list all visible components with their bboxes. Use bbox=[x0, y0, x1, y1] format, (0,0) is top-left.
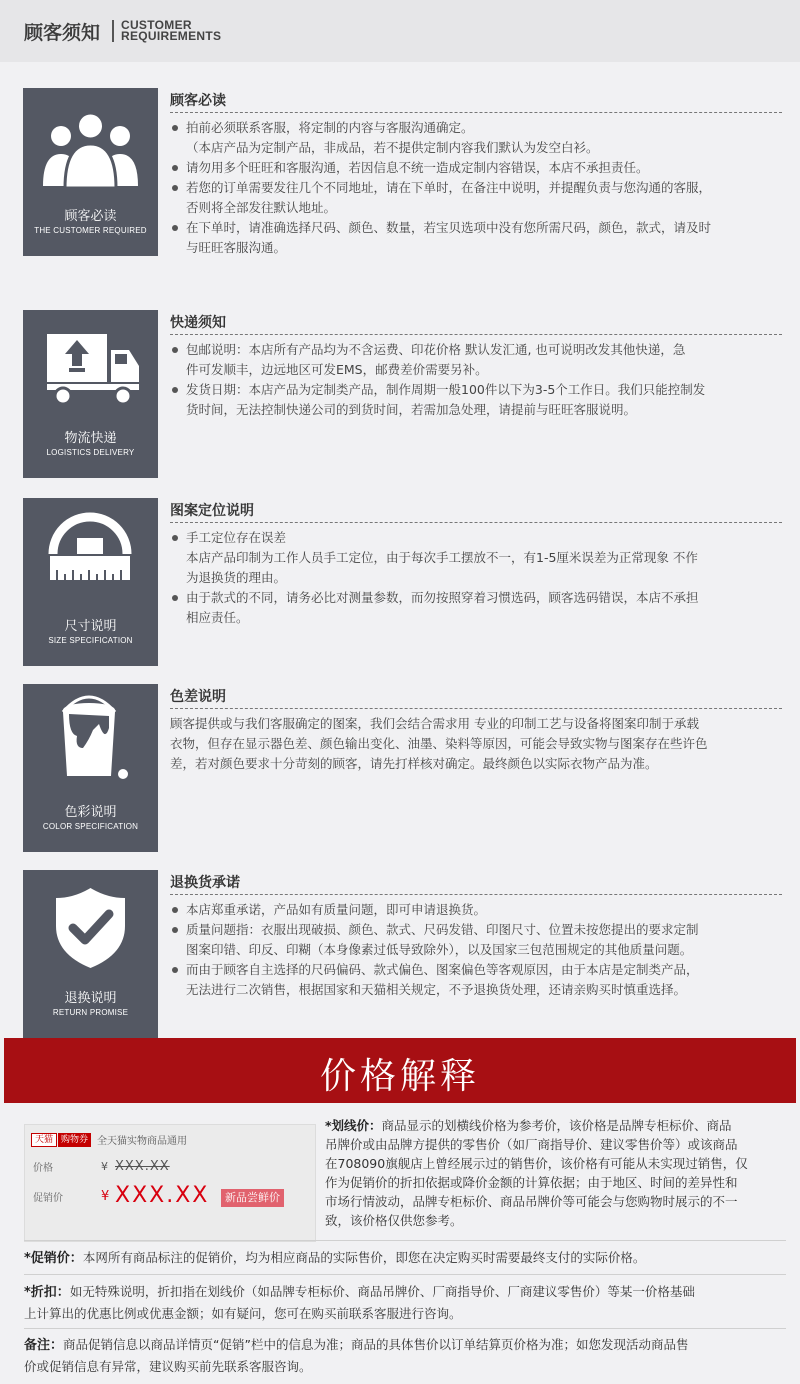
dashed-divider bbox=[170, 522, 782, 523]
header-title-en bbox=[121, 20, 221, 42]
explain-line-5: 市场行情波动，品牌专柜标价、商品吊牌价等可能会与您购物时展示的不一 bbox=[325, 1194, 738, 1209]
list-item: 而由于顾客自主选择的尺码偏码、款式偏色、图案偏色等客观原因，由于本店是定制类产品， bbox=[170, 960, 782, 980]
list-item: 由于款式的不同，请务必比对测量参数，而勿按照穿着习惯选码，顾客选码错误，本店不承担 bbox=[170, 588, 782, 608]
section-body bbox=[170, 118, 782, 258]
tile-label-cn: 尺寸说明 bbox=[64, 619, 117, 634]
note-text: 如无特殊说明，折扣指在划线价（如品牌专柜标价、商品吊牌价、厂商指导价、厂商建议零售价）等某一价格基础 bbox=[69, 1284, 695, 1299]
section-body bbox=[170, 900, 782, 1000]
tile-label-cn: 色彩说明 bbox=[64, 805, 117, 820]
list-item: 拍前必须联系客服，将定制的内容与客服沟通确定。 bbox=[170, 118, 782, 138]
divider bbox=[24, 1240, 786, 1241]
list-item-continued: 货时间，无法控制快递公司的到货时间，若需加急处理，请提前与旺旺客服说明。 bbox=[186, 402, 637, 417]
list-price-label: 价格 bbox=[33, 1163, 53, 1174]
truck-icon bbox=[23, 310, 158, 420]
list-item-continued: 相应责任。 bbox=[186, 610, 249, 625]
section-title: 顾客必读 bbox=[170, 93, 226, 109]
section-body bbox=[170, 528, 782, 628]
dashed-divider bbox=[170, 112, 782, 113]
explain-line-4: 作为促销价的折扣依据或降价金额的计算依据；由于地区、时间的差异性和 bbox=[325, 1175, 738, 1190]
section-title: 图案定位说明 bbox=[170, 503, 254, 519]
list-item-continued: 图案印错、印反、印糊（本身像素过低导致除外），以及国家三包范围规定的其他质量问题。 bbox=[186, 942, 693, 957]
list-item-continued: 与旺旺客服沟通。 bbox=[186, 240, 287, 255]
list-price-value: XXX.XX bbox=[115, 1159, 170, 1174]
note-line bbox=[24, 1281, 786, 1303]
note-head: 备注： bbox=[24, 1338, 64, 1353]
explain-text: 商品显示的划横线价格为参考价，该价格是品牌专柜标价、商品 bbox=[381, 1118, 732, 1133]
promo-price-value: XXX.XX bbox=[115, 1183, 210, 1208]
dashed-divider bbox=[170, 334, 782, 335]
shield-check-icon bbox=[23, 870, 158, 980]
list-item: 手工定位存在误差 bbox=[170, 528, 782, 548]
price-banner-title: 价格解释 bbox=[319, 1056, 480, 1097]
list-item: 包邮说明：本店所有产品均为不含运费、印花价格 默认发汇通, 也可说明改发其他快递，急 bbox=[170, 340, 782, 360]
note-text: 商品促销信息以商品详情页“促销”栏中的信息为准；商品的具体售价以订单结算页价格为准；如您发现活动商品售 bbox=[63, 1337, 689, 1352]
list-item-continued: （本店产品为定制产品，非成品，若不提供定制内容我们默认为发空白衫。 bbox=[186, 140, 599, 155]
note-line: 价或促销信息有异常，建议购买前先联系客服咨询。 bbox=[24, 1359, 312, 1374]
list-item: 质量问题指：衣服出现破损、颜色、款式、尺码发错、印图尺寸、位置未按您提出的要求定制 bbox=[170, 920, 782, 940]
list-item-continued: 为退换货的理由。 bbox=[186, 570, 287, 585]
dashed-divider bbox=[170, 894, 782, 895]
page-header bbox=[0, 0, 800, 62]
tile-label-cn: 顾客必读 bbox=[64, 209, 117, 224]
people-icon bbox=[23, 88, 158, 198]
section-body bbox=[170, 340, 782, 420]
tile-customer-required bbox=[23, 88, 158, 256]
list-item-continued: 本店产品印制为工作人员手工定位，由于每次手工摆放不一，有1-5厘米误差为正常现象 不作 bbox=[186, 550, 698, 565]
list-item-continued: 无法进行二次销售，根据国家和天猫相关规定，不予退换货处理，还请亲购买时慎重选择。 bbox=[186, 982, 687, 997]
coupon-tag: 购物券 bbox=[58, 1133, 91, 1147]
strikethrough-price-explanation bbox=[325, 1116, 787, 1230]
header-title-en-line2: REQUIREMENTS bbox=[121, 29, 222, 43]
list-item-continued: 件可发顺丰，边远地区可发EMS，邮费差价需要另补。 bbox=[186, 362, 488, 377]
tile-label-cn: 物流快递 bbox=[64, 431, 117, 446]
list-item: 请勿用多个旺旺和客服沟通，若因信息不统一造成定制内容错误，本店不承担责任。 bbox=[170, 158, 782, 178]
tile-label-cn: 退换说明 bbox=[64, 991, 117, 1006]
note-line: 上计算出的优惠比例或优惠金额；如有疑问，您可在购买前联系客服进行咨询。 bbox=[24, 1306, 462, 1321]
note-text: 本网所有商品标注的促销价，均为相应商品的实际售价，即您在决定购买时需要最终支付的实际价格。 bbox=[82, 1250, 646, 1265]
price-banner bbox=[4, 1038, 796, 1103]
discount-note bbox=[24, 1281, 786, 1324]
section-body bbox=[170, 714, 782, 774]
list-item: 本店郑重承诺，产品如有质量问题，即可申请退换货。 bbox=[170, 900, 782, 920]
promo-price-note bbox=[24, 1247, 786, 1269]
note-line bbox=[24, 1334, 786, 1356]
explain-line-1 bbox=[325, 1116, 787, 1135]
remark-note bbox=[24, 1334, 786, 1377]
tile-label-en: RETURN PROMISE bbox=[52, 1008, 129, 1017]
divider bbox=[24, 1274, 786, 1275]
tile-label-en: SIZE SPECIFICATION bbox=[48, 636, 133, 645]
list-item: 若您的订单需要发往几个不同地址，请在下单时，在备注中说明，并提醒负责与您沟通的客服， bbox=[170, 178, 782, 198]
tile-return bbox=[23, 870, 158, 1038]
note-head: *折扣： bbox=[24, 1285, 70, 1300]
tmall-tag: 天猫 bbox=[31, 1133, 57, 1147]
explain-head: *划线价： bbox=[325, 1118, 382, 1133]
promo-price-label: 促销价 bbox=[33, 1193, 63, 1204]
tile-label-en: THE CUSTOMER REQUIRED bbox=[34, 226, 147, 235]
paint-bucket-icon bbox=[23, 684, 158, 794]
note-head: *促销价： bbox=[24, 1251, 83, 1266]
header-separator bbox=[112, 20, 114, 42]
price-sample-card bbox=[24, 1124, 316, 1242]
tile-label-en: LOGISTICS DELIVERY bbox=[46, 448, 135, 457]
tile-label-en: COLOR SPECIFICATION bbox=[42, 822, 139, 831]
divider bbox=[24, 1328, 786, 1329]
section-title: 快递须知 bbox=[170, 315, 226, 331]
list-price-currency: ¥ bbox=[101, 1160, 108, 1173]
explain-line-6: 致，该价格仅供您参考。 bbox=[325, 1213, 463, 1228]
explain-line-2: 吊牌价或由品牌方提供的零售价（如厂商指导价、建议零售价等）或该商品 bbox=[325, 1137, 738, 1152]
section-title: 色差说明 bbox=[170, 689, 226, 705]
dashed-divider bbox=[170, 708, 782, 709]
explain-line-3: 在708090旗舰店上曾经展示过的销售价，该价格有可能从未实现过销售，仅 bbox=[325, 1156, 748, 1171]
promo-price-currency: ¥ bbox=[101, 1189, 110, 1204]
coupon-note: 全天猫实物商品通用 bbox=[97, 1136, 187, 1147]
paragraph-line: 差，若对颜色要求十分苛刻的顾客，请先打样核对确定。最终颜色以实际衣物产品为准。 bbox=[170, 756, 658, 771]
ruler-icon bbox=[23, 498, 158, 608]
tile-color bbox=[23, 684, 158, 852]
tile-size bbox=[23, 498, 158, 666]
list-item: 在下单时，请准确选择尺码、颜色、数量，若宝贝选项中没有您所需尺码，颜色，款式，请及时 bbox=[170, 218, 782, 238]
header-title-en-line1: CUSTOMER bbox=[121, 18, 192, 32]
list-item: 发货日期：本店产品为定制类产品，制作周期一般100件以下为3-5个工作日。我们只能控制发 bbox=[170, 380, 782, 400]
new-product-tag: 新品尝鲜价 bbox=[221, 1189, 284, 1207]
section-title: 退换货承诺 bbox=[170, 875, 240, 891]
header-title-cn: 顾客须知 bbox=[24, 22, 101, 44]
paragraph-line: 顾客提供或与我们客服确定的图案，我们会结合需求用 专业的印制工艺与设备将图案印制于承载 bbox=[170, 716, 699, 731]
list-item-continued: 否则将全部发往默认地址。 bbox=[186, 200, 337, 215]
paragraph-line: 衣物，但存在显示器色差、颜色输出变化、油墨、染料等原因，可能会导致实物与图案存在些许色 bbox=[170, 736, 708, 751]
tile-logistics bbox=[23, 310, 158, 478]
